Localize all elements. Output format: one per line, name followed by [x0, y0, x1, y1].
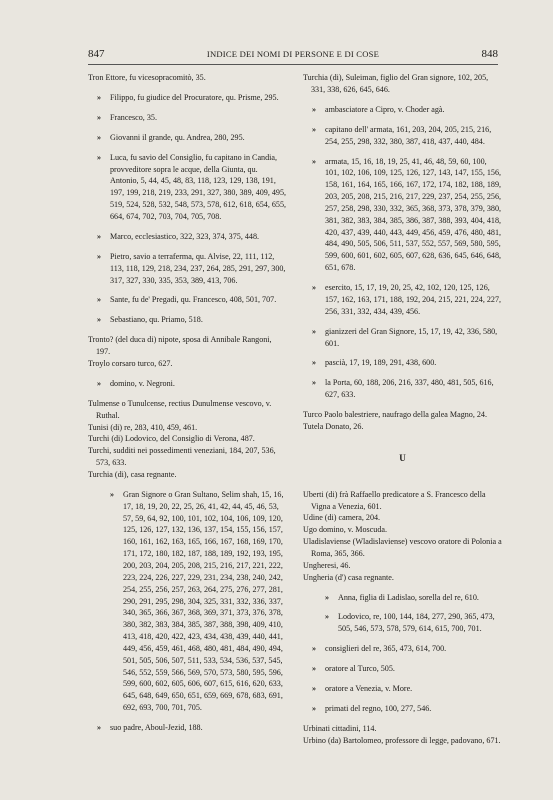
index-entry: Tron Ettore, fu vicesopracomitò, 35.: [88, 73, 206, 82]
index-subentry: » capitano dell' armata, 161, 203, 204, 205, 215, 216, 254, 255, 298, 332, 380, 387, 418, 437, 440, 484.: [303, 124, 502, 148]
index-entry: Turchia (di), casa regnante.: [88, 469, 177, 479]
index-subentry: » Luca, fu savio del Consiglio, fu capitano in Candia, provveditore sopra le acque, della Giunta, qu. Antonio, 5, 44, 45, 48, 83, 118, 123, 129, 138, 191, 197, 199, 218, 219, 233, 291, 327, 380, 389, 409, 495, 519, 524, 528, 532, 548, 573, 578, 612, 618, 654, 655, 664, 674, 702, 703, 704, 705, 708.: [88, 152, 287, 223]
index-subentry: » esercito, 15, 17, 19, 20, 25, 42, 102, 120, 125, 126, 157, 162, 163, 171, 188, 192, 204, 215, 221, 224, 227, 256, 331, 332, 434, 439, 456.: [303, 282, 502, 318]
index-entry: Troylo corsaro turco, 627.: [88, 359, 173, 369]
index-entry: Tulmense o Tunulcense, rectius Dunulmense vescovo, v. Ruthal.: [88, 398, 272, 420]
index-entry: Ungheria (d') casa regnante.: [303, 572, 394, 582]
index-subentry: » domino, v. Negroni.: [88, 378, 287, 390]
header-rule: [88, 64, 498, 65]
index-subentry: » Lodovico, re, 100, 144, 184, 277, 290, 365, 473, 505, 546, 573, 578, 579, 614, 615, 700, 701.: [303, 611, 502, 635]
index-subentry: » ambasciatore a Cipro, v. Choder agà.: [303, 104, 502, 116]
index-subentry: » Anna, figlia di Ladislao, sorella del re, 610.: [303, 592, 502, 604]
index-subentry: » Gran Signore o Gran Sultano, Selim shah, 15, 16, 17, 18, 19, 20, 22, 25, 26, 41, 42, 44, 45, 46, 53, 57, 59, 64, 92, 100, 101, 102, 104, 106, 109, 120, 125, 126, 127, 132, 136, 137, 154, 155, 156, 157, 160, 161, 162, 163, 165, 166, 167, 168, 169, 170, 171, 172, 180, 182, 187, 188, 189, 192, 193, 195, 200, 203, 204, 205, 208, 215, 216, 217, 221, 222, 223, 224, 226, 227, 229, 231, 234, 238, 240, 242, 254, 255, 256, 257, 263, 264, 275, 276, 277, 281, 290, 291, 295, 298, 304, 325, 331, 332, 336, 337, 340, 365, 366, 367, 368, 369, 371, 373, 376, 378, 380, 382, 383, 384, 385, 387, 388, 398, 409, 410, 413, 418, 420, 422, 423, 434, 438, 439, 440, 441, 449, 456, 459, 461, 468, 480, 481, 484, 490, 494, 501, 505, 506, 507, 511, 533, 534, 536, 537, 545, 546, 552, 559, 566, 569, 570, 573, 580, 595, 596, 599, 600, 602, 605, 606, 607, 615, 616, 620, 633, 645, 648, 649, 650, 651, 659, 669, 678, 683, 691, 692, 693, 700, 701, 705.: [88, 489, 287, 714]
page-number-left: 847: [88, 48, 105, 60]
index-subentry: » suo padre, Aboul-Jezid, 188.: [88, 722, 287, 734]
left-column: [88, 72, 287, 742]
index-subentry: » pascià, 17, 19, 189, 291, 438, 600.: [303, 357, 502, 369]
index-subentry: » armata, 15, 16, 18, 19, 25, 41, 46, 48, 59, 60, 100, 101, 102, 106, 109, 125, 126, 127, 143, 147, 155, 156, 158, 161, 164, 165, 166, 167, 172, 174, 182, 188, 189, 203, 205, 208, 215, 216, 217, 229, 237, 254, 255, 256, 257, 258, 298, 330, 332, 365, 368, 373, 378, 379, 380, 381, 382, 383, 384, 385, 386, 387, 388, 393, 404, 418, 420, 437, 439, 440, 443, 449, 456, 459, 476, 480, 481, 484, 490, 505, 506, 511, 537, 552, 557, 569, 580, 595, 599, 600, 601, 602, 605, 607, 628, 636, 645, 646, 648, 651, 678.: [303, 156, 502, 274]
running-title: INDICE DEI NOMI DI PERSONE E DI COSE: [206, 49, 380, 59]
index-subentry: » Filippo, fu giudice del Procuratore, qu. Prisme, 295.: [88, 92, 287, 104]
index-subentry: » la Porta, 60, 188, 206, 216, 337, 480, 481, 505, 616, 627, 633.: [303, 377, 502, 401]
index-entry: Tutela Donato, 26.: [303, 422, 364, 431]
index-subentry: » Sebastiano, qu. Priamo, 518.: [88, 314, 287, 326]
index-entry: Tunisi (di) re, 283, 410, 459, 461.: [88, 422, 198, 432]
index-subentry: » gianizzeri del Gran Signore, 15, 17, 19, 42, 336, 580, 601.: [303, 326, 502, 350]
right-column: [303, 72, 502, 747]
index-entry: Uberti (di) frà Raffaello predicatore a S. Francesco della Vigna a Venezia, 601.: [303, 489, 486, 511]
index-entry: Ugo domino, v. Moscuda.: [303, 525, 388, 535]
index-subentry: » consiglieri del re, 365, 473, 614, 700.: [303, 643, 502, 655]
index-subentry: » Francesco, 35.: [88, 112, 287, 124]
index-entry: Tronto? (del duca di) nipote, sposa di Annibale Rangoni, 197.: [88, 335, 272, 357]
page-number-right: 848: [481, 48, 498, 60]
index-subentry: » oratore a Venezia, v. More.: [303, 683, 502, 695]
index-entry: Udine (di) camera, 204.: [303, 513, 381, 523]
index-entry: Urbinati cittadini, 114.: [303, 724, 377, 733]
index-entry: Uladislaviense (Wladislaviense) vescovo oratore di Polonia a Roma, 365, 366.: [303, 537, 502, 558]
index-subentry: » Giovanni il grande, qu. Andrea, 280, 295.: [88, 132, 287, 144]
index-entry: Turchia (di), Suleiman, figlio del Gran signore, 102, 205, 331, 338, 626, 645, 646.: [303, 73, 489, 94]
index-entry: Turchi, sudditi nei possedimenti veneziani, 184, 207, 536, 573, 633.: [88, 446, 276, 468]
index-subentry: » Pietro, savio a terraferma, qu. Alvise, 22, 111, 112, 113, 118, 129, 218, 234, 237, 264, 285, 291, 297, 300, 317, 327, 330, 335, 353, 389, 413, 706.: [88, 251, 287, 287]
index-subentry: » Sante, fu de' Pregadi, qu. Francesco, 408, 501, 707.: [88, 294, 287, 306]
index-subentry: » oratore al Turco, 505.: [303, 663, 502, 675]
index-entry: Turco Paolo balestriere, naufrago della galea Magno, 24.: [303, 410, 488, 420]
index-subentry: » primati del regno, 100, 277, 546.: [303, 703, 502, 715]
index-entry: Turchi (di) Lodovico, del Consiglio di Verona, 487.: [88, 434, 255, 444]
page-header: [88, 48, 498, 62]
index-entry: Urbino (da) Bartolomeo, professore di legge, padovano, 671.: [303, 735, 501, 745]
section-letter: U: [399, 452, 406, 463]
index-entry: Ungheresi, 46.: [303, 560, 351, 570]
index-subentry: » Marco, ecclesiastico, 322, 323, 374, 375, 448.: [88, 231, 287, 243]
